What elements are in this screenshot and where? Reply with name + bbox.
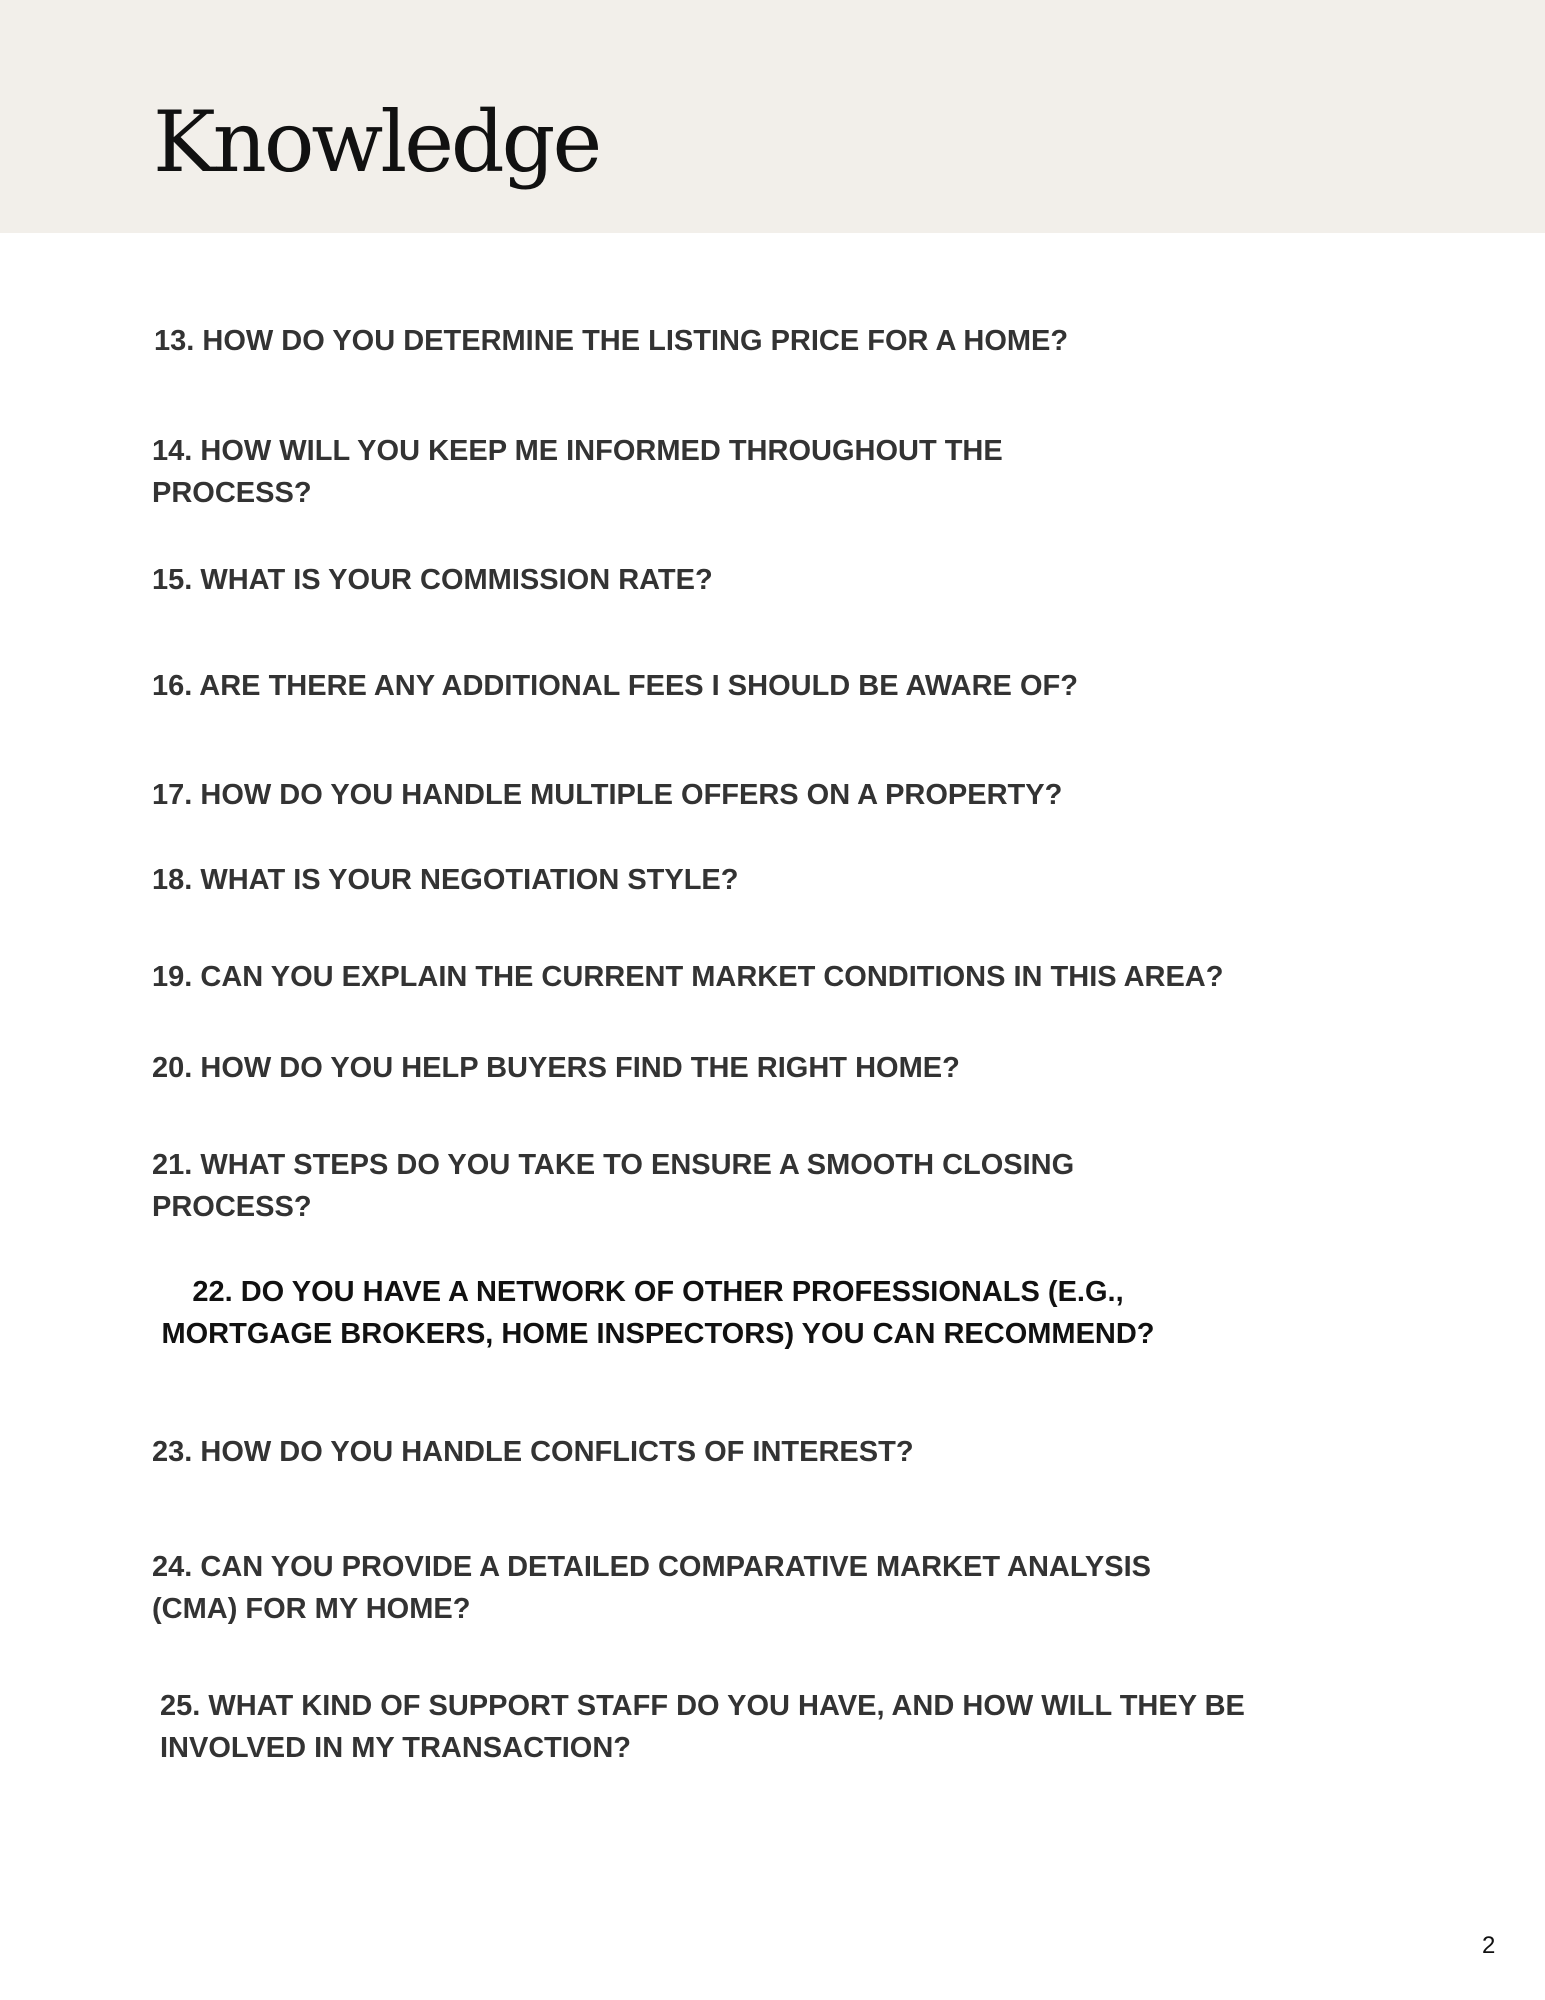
header-band (0, 0, 1545, 233)
question-24: 24. CAN YOU PROVIDE A DETAILED COMPARATIVE MARKET ANALYSIS (CMA) FOR MY HOME? (152, 1551, 1151, 1625)
question-13: 13. HOW DO YOU DETERMINE THE LISTING PRICE FOR A HOME? (154, 325, 1069, 357)
question-19: 19. CAN YOU EXPLAIN THE CURRENT MARKET CONDITIONS IN THIS AREA? (152, 961, 1224, 993)
page-title: Knowledge (153, 93, 600, 191)
question-22: 22. DO YOU HAVE A NETWORK OF OTHER PROFESSIONALS (E.G., MORTGAGE BROKERS, HOME INSPECTORS) YOU CAN RECOMMEND? (161, 1276, 1155, 1350)
question-18: 18. WHAT IS YOUR NEGOTIATION STYLE? (152, 864, 739, 896)
question-17: 17. HOW DO YOU HANDLE MULTIPLE OFFERS ON A PROPERTY? (152, 779, 1063, 811)
question-15: 15. WHAT IS YOUR COMMISSION RATE? (152, 564, 713, 596)
page-number: 2 (1482, 1932, 1496, 1959)
question-14: 14. HOW WILL YOU KEEP ME INFORMED THROUGHOUT THE PROCESS? (152, 435, 1003, 509)
question-23: 23. HOW DO YOU HANDLE CONFLICTS OF INTEREST? (152, 1436, 914, 1468)
question-21: 21. WHAT STEPS DO YOU TAKE TO ENSURE A SMOOTH CLOSING PROCESS? (152, 1149, 1075, 1223)
question-25: 25. WHAT KIND OF SUPPORT STAFF DO YOU HAVE, AND HOW WILL THEY BE INVOLVED IN MY TRANSACTION? (160, 1690, 1245, 1764)
question-16: 16. ARE THERE ANY ADDITIONAL FEES I SHOULD BE AWARE OF? (152, 670, 1078, 702)
question-20: 20. HOW DO YOU HELP BUYERS FIND THE RIGHT HOME? (152, 1052, 960, 1084)
